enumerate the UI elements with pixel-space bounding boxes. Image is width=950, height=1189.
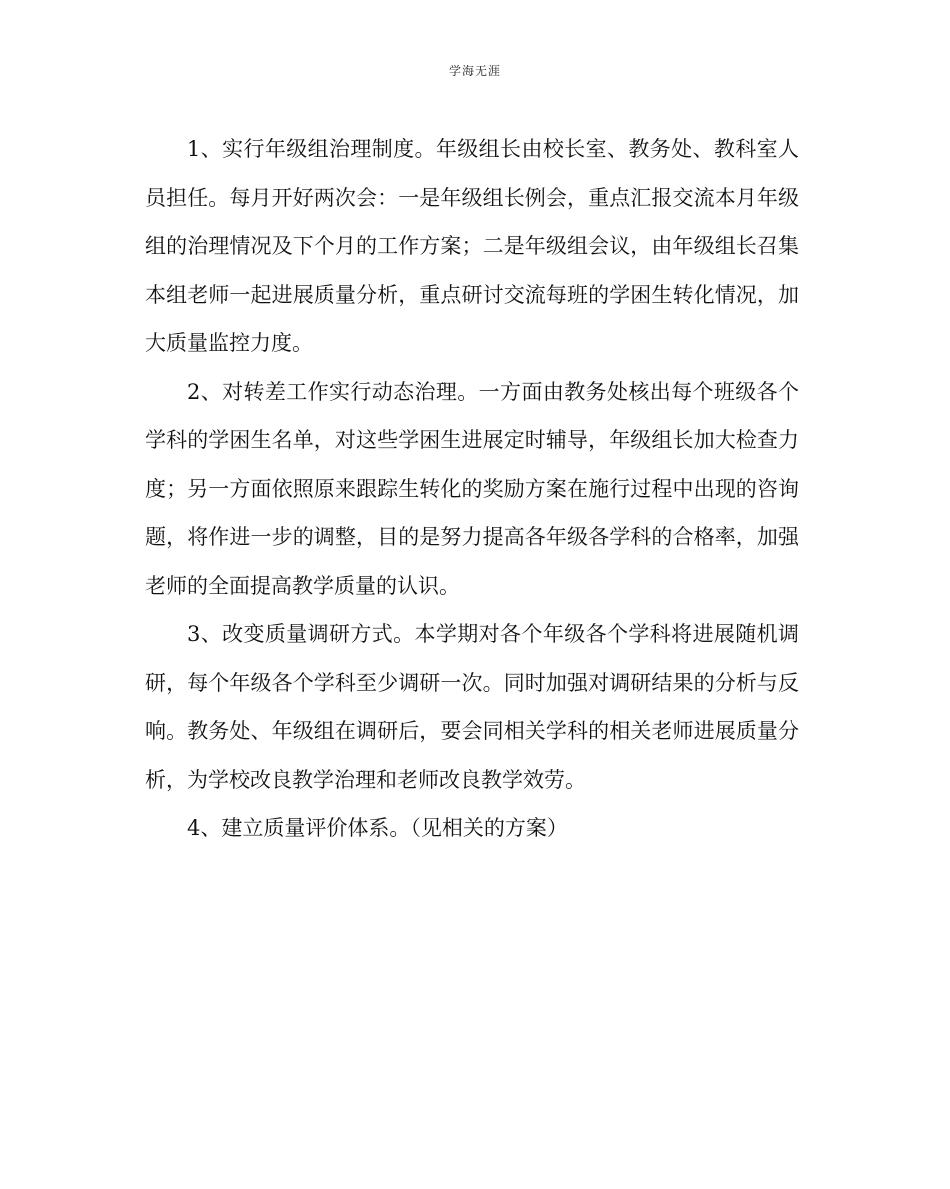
page-header: 学海无涯 xyxy=(448,64,501,78)
document-body xyxy=(145,125,799,853)
paragraph-3: 3、改变质量调研方式。本学期对各个年级各个学科将进展随机调研，每个年级各个学科至少调研一次。同时加强对调研结果的分析与反响。教务处、年级组在调研后，要会同相关学科的相关老师进展质量分析，为学校改良教学治理和老师改良教学效劳。 xyxy=(145,622,799,792)
paragraph-2: 2、对转差工作实行动态治理。一方面由教务处核出每个班级各个学科的学困生名单，对这些学困生进展定时辅导，年级组长加大检查力度；另一方面依照原来跟踪生转化的奖励方案在施行过程中出现的咨询题，将作进一步的调整，目的是努力提高各年级各学科的合格率，加强老师的全面提高教学质量的认识。 xyxy=(145,379,799,598)
paragraph-1: 1、实行年级组治理制度。年级组长由校长室、教务处、教科室人员担任。每月开好两次会：一是年级组长例会，重点汇报交流本月年级组的治理情况及下个月的工作方案；二是年级组会议，由年级组长召集本组老师一起进展质量分析，重点研讨交流每班的学困生转化情况，加大质量监控力度。 xyxy=(145,137,799,355)
paragraph-4: 4、建立质量评价体系。（见相关的方案） xyxy=(187,816,568,840)
